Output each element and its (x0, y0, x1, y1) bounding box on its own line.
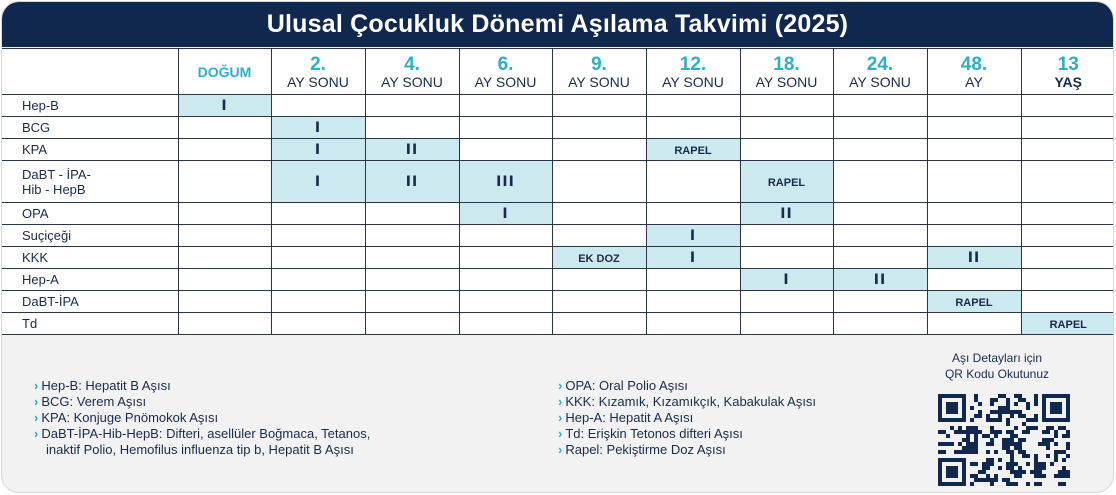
legend-text: DaBT-İPA-Hib-HepB: Difteri, asellüler Boğmaca, Tetanos, (41, 426, 371, 441)
column-header-top: DOĞUM (197, 64, 252, 80)
legend-text: Rapel: Pekiştirme Doz Aşısı (565, 442, 726, 457)
vaccine-name: KKK (2, 247, 178, 269)
table-row (2, 313, 1114, 335)
dose-cell (646, 161, 740, 203)
dose-cell (1021, 203, 1114, 225)
dose-cell (740, 313, 833, 335)
table-row (2, 117, 1114, 139)
dose-cell (365, 117, 459, 139)
dose-cell (271, 161, 365, 203)
dose-cell (1021, 247, 1114, 269)
dose-cell (459, 203, 552, 225)
dose-cell (552, 139, 646, 161)
vaccine-name: DaBT - İPA- Hib - HepB (2, 161, 178, 203)
dose-cell (178, 161, 271, 203)
qr-label (922, 350, 1072, 382)
column-header (740, 49, 833, 95)
dose-cell (552, 247, 646, 269)
legend-item (34, 442, 544, 458)
dose-label: RAPEL (1049, 318, 1087, 331)
column-header-top: 13 (1057, 54, 1079, 75)
legend-text: inaktif Polio, Hemofilus influenza tip b, Hepatit B Aşısı (46, 442, 354, 457)
dose-cell (552, 313, 646, 335)
vaccine-name: KPA (2, 139, 178, 161)
column-header (927, 49, 1021, 95)
legend-item (558, 378, 928, 394)
dose-cell (271, 225, 365, 247)
dose-cell (740, 269, 833, 291)
dose-cell (365, 247, 459, 269)
dose-cell (740, 117, 833, 139)
dose-cell (833, 117, 927, 139)
dose-cell (740, 139, 833, 161)
dose-cell (927, 291, 1021, 313)
dose-label: I (689, 227, 697, 244)
dose-cell (927, 161, 1021, 203)
column-header-top: 2. (310, 54, 326, 75)
dose-cell (271, 117, 365, 139)
dose-cell (646, 139, 740, 161)
dose-cell (833, 313, 927, 335)
dose-cell (459, 247, 552, 269)
column-header (1021, 49, 1114, 95)
dose-cell (927, 117, 1021, 139)
column-header-bottom: AY SONU (568, 74, 630, 90)
dose-label: I (689, 249, 697, 266)
dose-label: II (873, 271, 887, 288)
vaccine-name: Hep-A (2, 269, 178, 291)
dose-cell (365, 269, 459, 291)
column-header-bottom: AY SONU (381, 74, 443, 90)
qr-label-line: Aşı Detayları için (951, 351, 1043, 365)
dose-cell (459, 117, 552, 139)
dose-cell (365, 313, 459, 335)
table-row (2, 203, 1114, 225)
dose-label: RAPEL (674, 144, 712, 157)
column-header-bottom: AY SONU (662, 74, 724, 90)
dose-label: I (783, 271, 790, 288)
table-row (2, 139, 1114, 161)
dose-cell (927, 139, 1021, 161)
dose-cell (365, 161, 459, 203)
corner-cell (2, 49, 178, 95)
column-header-bottom: AY (965, 74, 983, 90)
dose-cell (552, 161, 646, 203)
vaccine-name: Hep-B (2, 95, 178, 117)
dose-cell (271, 203, 365, 225)
dose-cell (552, 117, 646, 139)
legend-item (34, 426, 544, 442)
dose-cell (833, 139, 927, 161)
column-header (552, 49, 646, 95)
column-header-top: 18. (773, 54, 800, 75)
dose-cell (1021, 117, 1114, 139)
dose-cell (646, 291, 740, 313)
legend-text: Hep-B: Hepatit B Aşısı (41, 378, 171, 393)
dose-cell (271, 95, 365, 117)
dose-cell (271, 269, 365, 291)
dose-cell (833, 247, 927, 269)
dose-cell (178, 313, 271, 335)
chevron-right-icon: › (558, 426, 563, 441)
dose-cell (178, 269, 271, 291)
dose-label: II (967, 249, 981, 266)
dose-cell (833, 225, 927, 247)
dose-label: EK DOZ (578, 252, 620, 265)
dose-cell (927, 203, 1021, 225)
dose-cell (271, 139, 365, 161)
vaccination-schedule-card (1, 1, 1114, 493)
legend-text: Hep-A: Hepatit A Aşısı (565, 410, 694, 425)
dose-label: II (780, 205, 793, 222)
dose-label: I (314, 119, 322, 136)
table-row (2, 95, 1114, 117)
column-header (833, 49, 927, 95)
dose-cell (740, 161, 833, 203)
chevron-right-icon: › (558, 378, 563, 393)
column-header (178, 49, 271, 95)
dose-label: III (496, 173, 515, 190)
column-header (365, 49, 459, 95)
qr-label-line: QR Kodu Okutunuz (944, 367, 1050, 381)
dose-cell (833, 203, 927, 225)
dose-cell (365, 95, 459, 117)
chevron-right-icon: › (558, 442, 563, 457)
dose-cell (646, 117, 740, 139)
legend-text: Td: Erişkin Tetonos difteri Aşısı (565, 426, 743, 441)
legend-item (558, 394, 928, 410)
column-header-bottom: AY SONU (755, 74, 818, 90)
dose-cell (927, 247, 1021, 269)
schedule-body (2, 95, 1114, 335)
dose-label: RAPEL (955, 296, 993, 309)
table-row (2, 247, 1114, 269)
dose-cell (459, 313, 552, 335)
dose-cell (833, 291, 927, 313)
legend-item (558, 426, 928, 442)
dose-cell (178, 225, 271, 247)
dose-cell (365, 139, 459, 161)
dose-cell (740, 203, 833, 225)
legend-right (558, 378, 928, 458)
table-row (2, 225, 1114, 247)
dose-cell (740, 225, 833, 247)
legend-item (34, 394, 544, 410)
column-header (646, 49, 740, 95)
dose-cell (740, 95, 833, 117)
table-row (2, 161, 1114, 203)
vaccine-name: DaBT-İPA (2, 291, 178, 313)
dose-cell (1021, 95, 1114, 117)
dose-cell (552, 291, 646, 313)
chevron-right-icon: › (558, 394, 563, 409)
column-header-bottom: AY SONU (474, 74, 537, 90)
dose-cell (552, 269, 646, 291)
legend-left (34, 378, 544, 458)
dose-cell (365, 225, 459, 247)
dose-cell (1021, 225, 1114, 247)
legend-item (558, 442, 928, 458)
column-header-top: 4. (404, 54, 420, 75)
dose-cell (646, 95, 740, 117)
vaccine-name: Suçiçeği (2, 225, 178, 247)
dose-cell (178, 203, 271, 225)
legend-text: KPA: Konjuge Pnömokok Aşısı (41, 410, 219, 425)
dose-cell (271, 291, 365, 313)
dose-cell (927, 313, 1021, 335)
chevron-right-icon: › (34, 378, 39, 393)
legend-text: BCG: Verem Aşısı (41, 394, 147, 409)
legend-item (34, 410, 544, 426)
dose-label: I (314, 173, 322, 190)
column-header (271, 49, 365, 95)
dose-cell (178, 247, 271, 269)
legend-text: OPA: Oral Polio Aşısı (565, 378, 688, 393)
schedule-table (2, 48, 1114, 335)
dose-cell (740, 247, 833, 269)
dose-cell (178, 139, 271, 161)
dose-cell (459, 225, 552, 247)
header-row (2, 49, 1114, 95)
dose-label: I (502, 205, 509, 222)
legend-item (34, 378, 544, 394)
dose-cell (271, 313, 365, 335)
dose-cell (178, 117, 271, 139)
dose-cell (646, 203, 740, 225)
dose-cell (178, 95, 271, 117)
vaccine-name: OPA (2, 203, 178, 225)
column-header-top: 48. (960, 54, 988, 75)
dose-cell (459, 139, 552, 161)
legend-item (558, 410, 928, 426)
vaccine-name: Td (2, 313, 178, 335)
chevron-right-icon: › (34, 426, 39, 441)
column-header-bottom: YAŞ (1054, 74, 1082, 90)
dose-label: I (314, 141, 322, 158)
dose-cell (646, 225, 740, 247)
dose-cell (459, 95, 552, 117)
dose-label: II (405, 173, 419, 190)
dose-cell (365, 291, 459, 313)
column-header-top: 12. (679, 54, 707, 75)
dose-label: I (221, 97, 228, 114)
dose-cell (1021, 291, 1114, 313)
table-row (2, 269, 1114, 291)
column-header (459, 49, 552, 95)
page-title: Ulusal Çocukluk Dönemi Aşılama Takvimi (2025) (2, 2, 1113, 47)
dose-cell (646, 313, 740, 335)
dose-cell (1021, 139, 1114, 161)
dose-cell (459, 291, 552, 313)
dose-cell (459, 269, 552, 291)
table-row (2, 291, 1114, 313)
qr-code-icon[interactable] (938, 394, 1070, 486)
dose-cell (365, 203, 459, 225)
vaccine-name: BCG (2, 117, 178, 139)
dose-cell (927, 225, 1021, 247)
dose-cell (271, 247, 365, 269)
dose-cell (178, 291, 271, 313)
column-header-top: 6. (497, 54, 514, 75)
chevron-right-icon: › (558, 410, 563, 425)
dose-cell (833, 161, 927, 203)
dose-cell (833, 269, 927, 291)
chevron-right-icon: › (34, 410, 39, 425)
dose-cell (927, 269, 1021, 291)
dose-cell (927, 95, 1021, 117)
column-header-bottom: AY SONU (849, 74, 911, 90)
dose-cell (646, 247, 740, 269)
dose-label: II (405, 141, 419, 158)
dose-cell (1021, 269, 1114, 291)
column-header-top: 9. (591, 54, 607, 75)
dose-cell (552, 95, 646, 117)
dose-cell (1021, 161, 1114, 203)
dose-cell (459, 161, 552, 203)
legend-text: KKK: Kızamık, Kızamıkçık, Kabakulak Aşısı (565, 394, 817, 409)
dose-cell (552, 225, 646, 247)
dose-cell (740, 291, 833, 313)
dose-cell (552, 203, 646, 225)
dose-cell (646, 269, 740, 291)
dose-label: RAPEL (767, 176, 806, 189)
column-header-top: 24. (866, 54, 894, 75)
chevron-right-icon: › (34, 394, 39, 409)
dose-cell (833, 95, 927, 117)
dose-cell (1021, 313, 1114, 335)
column-header-bottom: AY SONU (287, 74, 349, 90)
